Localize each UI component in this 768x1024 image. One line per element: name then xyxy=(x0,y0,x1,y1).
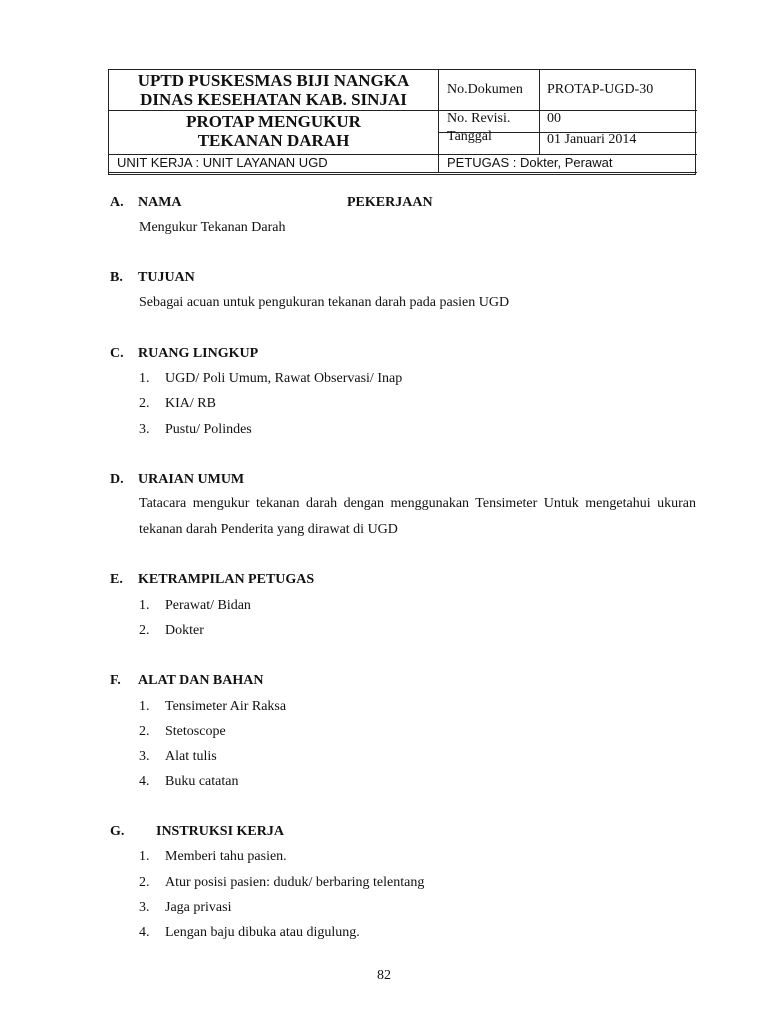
list-item: 3. Jaga privasi xyxy=(139,900,232,915)
section-a-heading: A. NAMA xyxy=(110,195,182,210)
date-label: Tanggal xyxy=(447,129,492,144)
section-f-heading: F. ALAT DAN BAHAN xyxy=(110,673,264,688)
list-item: 4. Lengan baju dibuka atau digulung. xyxy=(139,925,360,940)
revision-value: 00 xyxy=(547,111,561,126)
petugas: PETUGAS : Dokter, Perawat xyxy=(447,155,613,170)
section-d-text: Tatacara mengukur tekanan darah dengan menggunakan Tensimeter Untuk mengetahui ukuran tekanan darah Penderita yang dirawat di UGD xyxy=(139,496,696,537)
list-item: 2. Dokter xyxy=(139,623,204,638)
section-e-heading: E. KETRAMPILAN PETUGAS xyxy=(110,572,315,587)
page-number: 82 xyxy=(377,968,391,983)
section-a-text: Mengukur Tekanan Darah xyxy=(139,220,286,235)
revision-label: No. Revisi. xyxy=(447,111,511,126)
list-item: 4. Buku catatan xyxy=(139,774,239,789)
list-item: 2. Stetoscope xyxy=(139,724,226,739)
doc-number-value: PROTAP-UGD-30 xyxy=(547,82,654,97)
list-item: 1. UGD/ Poli Umum, Rawat Observasi/ Inap xyxy=(139,371,403,386)
section-g-heading: G. INSTRUKSI KERJA xyxy=(110,824,284,839)
list-item: 1. Memberi tahu pasien. xyxy=(139,849,287,864)
document-title: PROTAP MENGUKUR TEKANAN DARAH xyxy=(186,112,361,150)
list-item: 1. Tensimeter Air Raksa xyxy=(139,699,287,714)
list-item: 2. KIA/ RB xyxy=(139,396,216,411)
list-item: 3. Pustu/ Polindes xyxy=(139,422,252,437)
section-b-text: Sebagai acuan untuk pengukuran tekanan darah pada pasien UGD xyxy=(139,295,510,310)
date-value: 01 Januari 2014 xyxy=(547,132,637,147)
list-item: 2. Atur posisi pasien: duduk/ berbaring telentang xyxy=(139,875,425,890)
doc-number-label: No.Dokumen xyxy=(447,82,523,97)
section-c-heading: C. RUANG LINGKUP xyxy=(110,346,259,361)
unit-kerja: UNIT KERJA : UNIT LAYANAN UGD xyxy=(117,155,328,170)
section-b-heading: B. TUJUAN xyxy=(110,270,195,285)
section-d-heading: D. URAIAN UMUM xyxy=(110,472,245,487)
organization-name: UPTD PUSKESMAS BIJI NANGKA DINAS KESEHATAN KAB. SINJAI xyxy=(137,71,410,109)
list-item: 3. Alat tulis xyxy=(139,749,217,764)
section-a-heading-2: PEKERJAAN xyxy=(347,195,433,210)
list-item: 1. Perawat/ Bidan xyxy=(139,598,251,613)
document-header-table xyxy=(108,69,696,175)
